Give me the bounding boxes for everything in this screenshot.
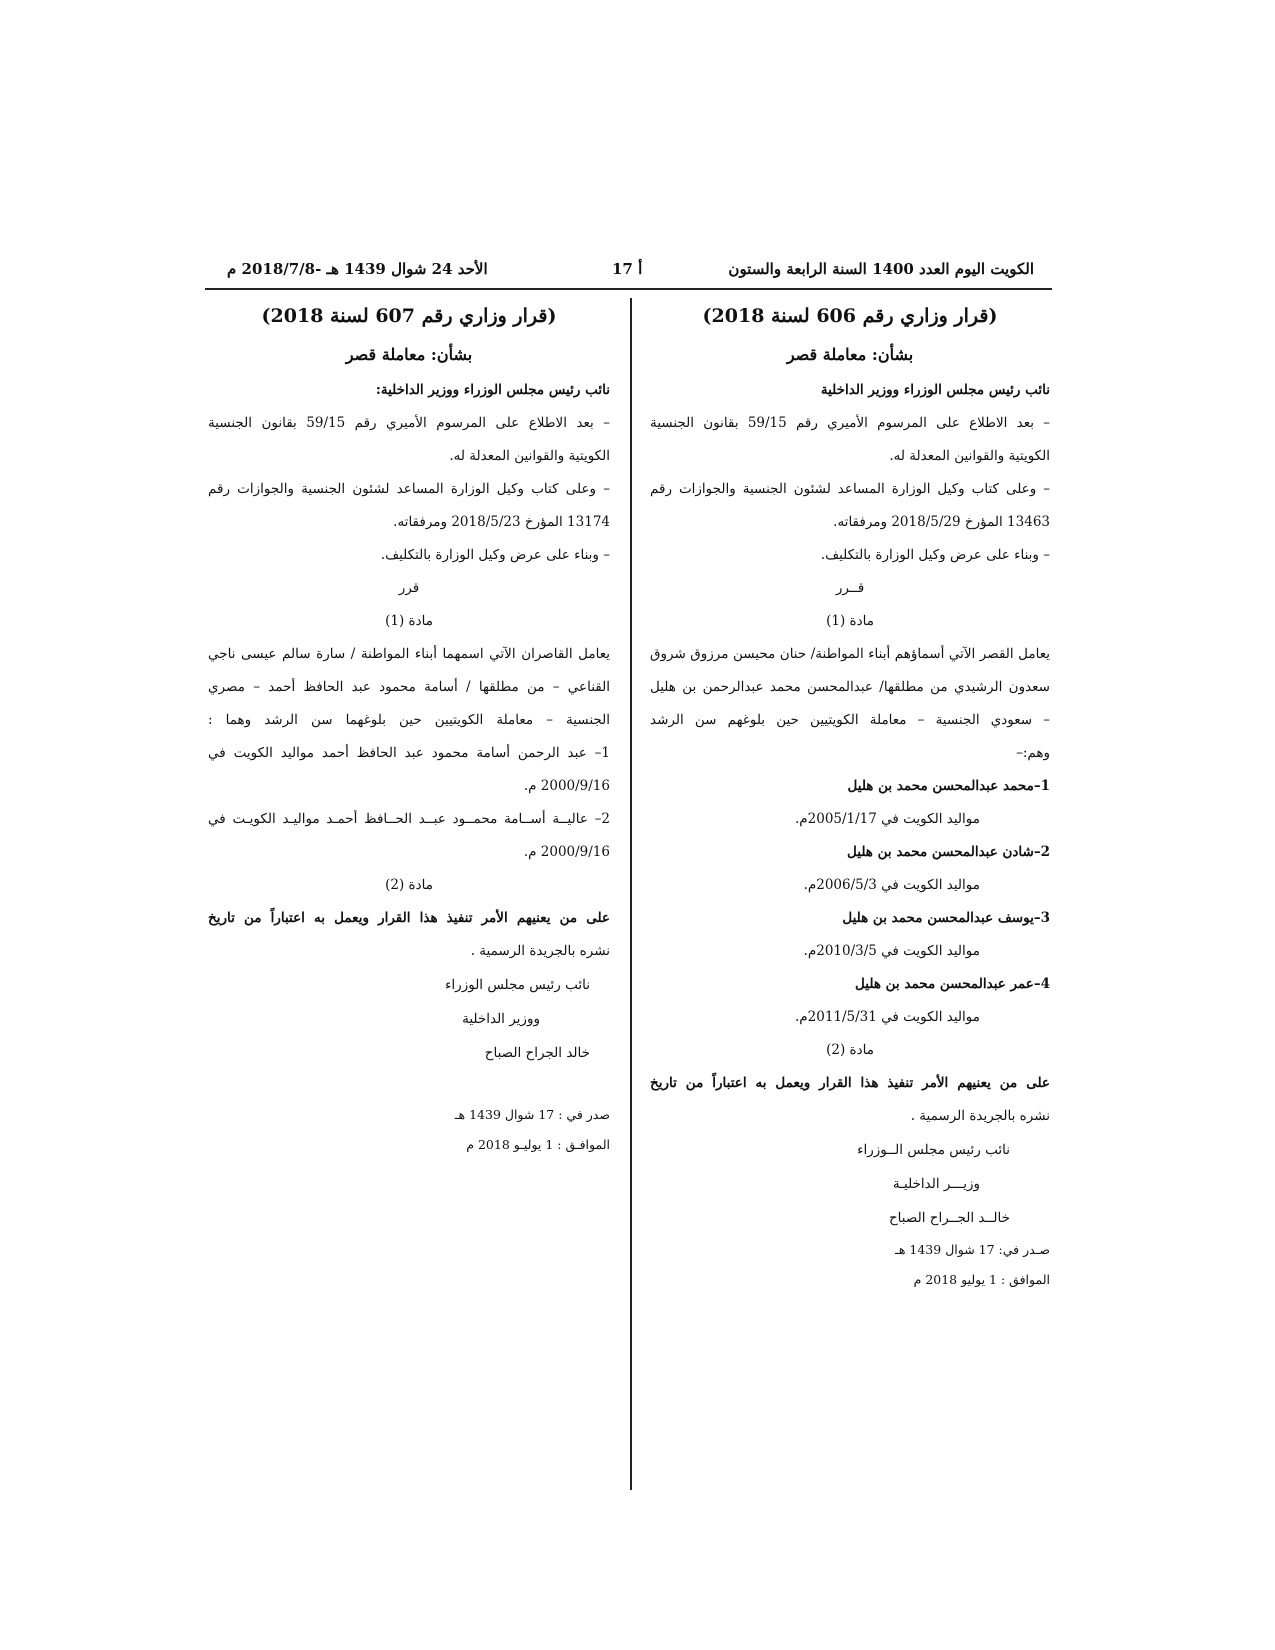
signature-line: خالد الجراح الصباح xyxy=(484,1045,590,1061)
preamble-line: – وعلى كتاب وكيل الوزارة المساعد لشئون الجنسية والجوازات رقم xyxy=(650,481,1050,497)
article-text: على من يعنيهم الأمر تنفيذ هذا القرار ويعمل به اعتباراً من تاريخ xyxy=(208,910,610,926)
equivalent-date: الموافق : 1 يوليو 2018 م xyxy=(913,1272,1050,1287)
preamble-line: – بعد الاطلاع على المرسوم الأميري رقم 59/15 بقانون الجنسية xyxy=(650,415,1050,431)
signature-line: وزيـــر الداخليـة xyxy=(892,1176,980,1192)
preamble-line: 13174 المؤرخ 2018/5/23 ومرفقاته. xyxy=(393,514,610,530)
article-text: القناعي – من مطلقها / أسامة محمود عبد الحافظ أحمد – مصري xyxy=(208,679,610,695)
decision-title: (قرار وزاري رقم 607 لسنة 2018) xyxy=(261,305,557,327)
preamble-line: نائب رئيس مجلس الوزراء ووزير الداخلية: xyxy=(375,382,610,398)
header-date: الأحد 24 شوال 1439 هـ -2018/7/8 م xyxy=(227,260,488,278)
spacer xyxy=(208,1070,610,1100)
article-text: نشره بالجريدة الرسمية . xyxy=(910,1108,1050,1124)
child-name: 3–يوسف عبدالمحسن محمد بن هليل xyxy=(842,910,1050,926)
signature-line: نائب رئيس مجلس الوزراء xyxy=(445,977,590,993)
article-text: سعدون الرشيدي من مطلقها/ عبدالمحسن محمد عبدالرحمن بن هليل xyxy=(650,679,1050,695)
equivalent-date: الموافـق : 1 يوليـو 2018 م xyxy=(466,1137,610,1152)
decision-subject: بشأن: معاملة قصر xyxy=(345,345,473,364)
signature-line: نائب رئيس مجلس الــوزراء xyxy=(857,1142,1010,1158)
column-divider xyxy=(630,298,632,1490)
preamble-line: – وبناء على عرض وكيل الوزارة بالتكليف. xyxy=(820,547,1050,563)
preamble-line: – وبناء على عرض وكيل الوزارة بالتكليف. xyxy=(380,547,610,563)
child-birth-date: 2000/9/16 م. xyxy=(523,778,610,794)
article-text: – سعودي الجنسية – معاملة الكويتيين حين بلوغهم سن الرشد xyxy=(650,712,1050,728)
child-birth: مواليد الكويت في 2010/3/5م. xyxy=(803,943,980,959)
preamble-line: 13463 المؤرخ 2018/5/29 ومرفقاته. xyxy=(833,514,1050,530)
decision-subject: بشأن: معاملة قصر xyxy=(786,345,914,364)
article-heading: مادة (2) xyxy=(385,877,433,893)
child-birth: مواليد الكويت في 2011/5/31م. xyxy=(794,1009,980,1025)
header-page-number: أ 17 xyxy=(612,260,643,278)
decided-heading: قرر xyxy=(398,580,420,596)
page-header xyxy=(205,256,1052,290)
article-heading: مادة (1) xyxy=(826,613,874,629)
article-text: يعامل القصر الآتي أسماؤهم أبناء المواطنة/ حنان محيسن مرزوق شروق xyxy=(650,646,1050,662)
child-birth-date: 2000/9/16 م. xyxy=(523,844,610,860)
issued-date: صـدر في: 17 شوال 1439 هـ xyxy=(895,1242,1050,1257)
header-issue: الكويت اليوم العدد 1400 السنة الرابعة والستون xyxy=(728,260,1034,278)
child-entry: 1– عبد الرحمن أسامة محمود عبد الحافظ أحمد مواليد الكويت في xyxy=(208,745,610,761)
preamble-line: – بعد الاطلاع على المرسوم الأميري رقم 59/15 بقانون الجنسية xyxy=(208,415,610,431)
article-text: على من يعنيهم الأمر تنفيذ هذا القرار ويعمل به اعتباراً من تاريخ xyxy=(650,1075,1050,1091)
preamble-line: نائب رئيس مجلس الوزراء ووزير الداخلية xyxy=(820,382,1050,398)
article-text: يعامل القاصران الآتي اسمهما أبناء المواطنة / سارة سالم عيسى ناجي xyxy=(208,646,610,662)
article-heading: مادة (2) xyxy=(826,1042,874,1058)
child-birth: مواليد الكويت في 2006/5/3م. xyxy=(803,877,980,893)
preamble-line: الكويتية والقوانين المعدلة له. xyxy=(889,448,1050,464)
decision-607 xyxy=(208,296,610,1160)
child-name: 1–محمد عبدالمحسن محمد بن هليل xyxy=(847,778,1050,794)
signature-line: ووزير الداخلية xyxy=(462,1011,540,1027)
article-text: نشره بالجريدة الرسمية . xyxy=(470,943,610,959)
child-entry: 2– عاليــة أســامة محمــود عبــد الحــافظ أحمـد مواليـد الكويـت في xyxy=(208,811,610,827)
issued-date: صدر في : 17 شوال 1439 هـ xyxy=(454,1107,610,1122)
article-heading: مادة (1) xyxy=(385,613,433,629)
article-text: وهم:– xyxy=(1016,745,1050,761)
decision-title: (قرار وزاري رقم 606 لسنة 2018) xyxy=(702,305,998,327)
article-text: الجنسية – معاملة الكويتيين حين بلوغهما سن الرشد وهما : xyxy=(208,712,610,728)
preamble-line: الكويتية والقوانين المعدلة له. xyxy=(449,448,610,464)
child-birth: مواليد الكويت في 2005/1/17م. xyxy=(794,811,980,827)
child-name: 2–شادن عبدالمحسن محمد بن هليل xyxy=(847,844,1050,860)
decided-heading: قــرر xyxy=(835,580,865,596)
decision-606 xyxy=(650,296,1050,1295)
child-name: 4–عمر عبدالمحسن محمد بن هليل xyxy=(855,976,1050,992)
preamble-line: – وعلى كتاب وكيل الوزارة المساعد لشئون الجنسية والجوازات رقم xyxy=(208,481,610,497)
signature-line: خالــد الجــراح الصباح xyxy=(888,1210,1010,1226)
